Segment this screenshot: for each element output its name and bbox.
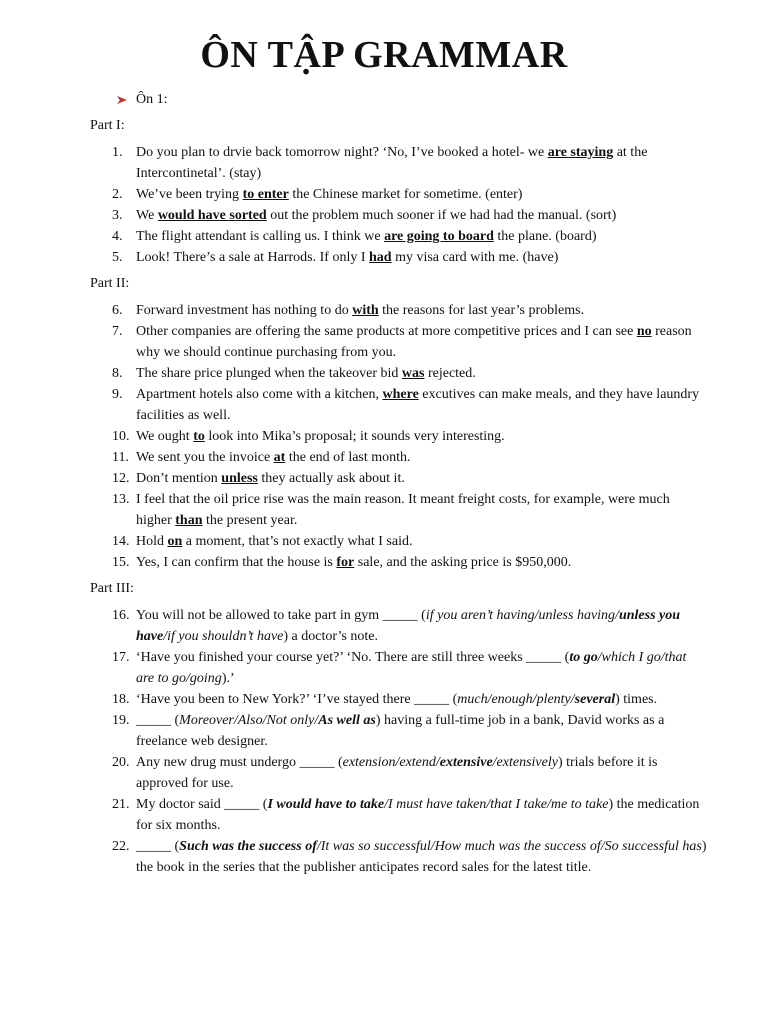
question-text: Any new drug must undergo _____ ( [136,754,343,770]
question-number: 16. [112,607,130,623]
question-text: my visa card with me. (have) [391,249,559,265]
option-text: /I must have taken/that I take/me to take [384,796,609,812]
question-item [90,605,708,647]
correct-option: several [574,691,616,707]
section-label: Ôn 1: [136,91,168,107]
question-text: Other companies are offering the same products at more competitive prices and I can see [136,323,637,339]
correct-option: unless you have [136,607,681,644]
question-text: ‘Have you finished your course yet?’ ‘No. There are still three weeks _____ ( [136,649,570,665]
question-text: look into Mika’s proposal; it sounds very interesting. [204,428,505,444]
question-text: the end of last month. [285,449,411,465]
question-item [90,205,708,226]
question-number: 10. [112,428,130,444]
question-text: out the problem much sooner if we had had the manual. (sort) [266,207,617,223]
question-item [90,384,708,426]
answer-text: unless [221,470,258,486]
question-number: 17. [112,649,130,665]
question-text: the plane. (board) [493,228,597,244]
question-text: reason why we should continue purchasing from you. [136,323,692,360]
question-number: 1. [112,144,123,160]
question-text: The flight attendant is calling us. I think we [136,228,385,244]
question-number: 18. [112,691,130,707]
question-item [90,710,708,752]
answer-text: would have sorted [157,207,267,223]
question-text: the reasons for last year’s problems. [378,302,585,318]
option-text: /extensively [492,754,558,770]
question-number: 14. [112,533,130,549]
question-item [90,489,708,531]
answer-text: with [352,302,379,318]
question-text: The share price plunged when the takeover bid [136,365,402,381]
question-number: 21. [112,796,130,812]
question-item [90,363,708,384]
answer-text: to enter [242,186,289,202]
correct-option: Such was the success of [179,838,317,854]
question-number: 7. [112,323,123,339]
answer-text: are staying [547,144,614,160]
question-item [90,247,708,268]
answer-text: had [369,249,392,265]
answer-text: at [273,449,286,465]
question-text: Do you plan to drvie back tomorrow night? ‘No, I’ve booked a hotel- we [136,144,548,160]
question-number: 22. [112,838,130,854]
question-item [90,689,708,710]
question-text: the Chinese market for sometime. (enter) [288,186,523,202]
question-text: We ought [136,428,194,444]
question-text: rejected. [424,365,476,381]
question-text: Hold [136,533,168,549]
question-number: 11. [112,449,129,465]
answer-text: than [175,512,203,528]
question-number: 5. [112,249,123,265]
option-text: Moreover/Also/Not only/ [179,712,319,728]
question-text: ) times. [615,691,658,707]
arrow-bullet-icon [116,94,128,106]
option-text: much/enough/plenty/ [457,691,575,707]
answer-text: no [636,323,652,339]
question-number: 4. [112,228,123,244]
question-item [90,300,708,321]
correct-option: to go [569,649,598,665]
question-text: at the Intercontinetal’. (stay) [136,144,648,181]
question-item [90,794,708,836]
question-text: My doctor said _____ ( [136,796,268,812]
question-text: ) the medication for six months. [136,796,700,833]
question-item [90,836,708,878]
question-item [90,184,708,205]
question-list [90,300,708,573]
question-text: ) having a full-time job in a bank, David works as a freelance web designer. [136,712,665,749]
question-item [90,752,708,794]
answer-text: to [193,428,205,444]
question-number: 12. [112,470,130,486]
question-text: sale, and the asking price is $950,000. [354,554,572,570]
correct-option: I would have to take [267,796,385,812]
answer-text: was [401,365,425,381]
question-text: _____ ( [136,712,180,728]
question-item [90,426,708,447]
question-text: Apartment hotels also come with a kitchen, [136,386,383,402]
question-item [90,226,708,247]
question-item [90,552,708,573]
question-text: Forward investment has nothing to do [136,302,353,318]
question-list [90,605,708,878]
question-text: Yes, I can confirm that the house is [136,554,337,570]
part-heading: Part I: [90,117,125,133]
part-heading: Part III: [90,580,134,596]
question-number: 6. [112,302,123,318]
question-number: 9. [112,386,123,402]
question-text: _____ ( [136,838,180,854]
option-text: /if you shouldn’t have [163,628,284,644]
question-list [90,142,708,268]
question-text: We [136,207,158,223]
option-text: /It was so successful/How much was the success of/So successful has [316,838,702,854]
page-title: ÔN TẬP GRAMMAR [200,34,568,76]
question-number: 15. [112,554,130,570]
question-number: 3. [112,207,123,223]
answer-text: where [382,386,419,402]
question-number: 20. [112,754,130,770]
question-text: a moment, that’s not exactly what I said. [182,533,413,549]
question-text: they actually ask about it. [257,470,405,486]
question-text: the present year. [202,512,298,528]
question-text: Don’t mention [136,470,222,486]
question-text: ).’ [221,670,235,686]
exercise-parts [90,118,708,878]
answer-text: on [167,533,183,549]
question-item [90,647,708,689]
question-text: You will not be allowed to take part in gym _____ ( [136,607,426,623]
question-number: 2. [112,186,123,202]
question-number: 13. [112,491,130,507]
question-item [90,531,708,552]
correct-option: As well as [318,712,376,728]
question-text: ) a doctor’s note. [283,628,378,644]
question-text: We’ve been trying [136,186,243,202]
question-number: 19. [112,712,130,728]
question-text: ‘Have you been to New York?’ ‘I’ve stayed there _____ ( [136,691,458,707]
question-number: 8. [112,365,123,381]
question-text: ) trials before it is approved for use. [136,754,658,791]
question-item [90,447,708,468]
part-heading: Part II: [90,275,130,291]
answer-text: are going to board [384,228,494,244]
question-item [90,142,708,184]
option-text: /which I go/that are to go/going [136,649,687,686]
question-text: Look! There’s a sale at Harrods. If only I [136,249,369,265]
option-text: if you aren’t having/unless having/ [425,607,619,623]
question-text: ) the book in the series that the publisher anticipates record sales for the latest title. [136,838,707,875]
question-text: We sent you the invoice [136,449,274,465]
answer-text: for [336,554,355,570]
question-text: I feel that the oil price rise was the main reason. It meant freight costs, for example, were much higher [136,491,670,528]
question-item [90,321,708,363]
option-text: extension/extend/ [342,754,440,770]
section-bullet [116,92,708,108]
question-item [90,468,708,489]
correct-option: extensive [439,754,493,770]
question-text: excutives can make meals, and they have laundry facilities as well. [136,386,700,423]
